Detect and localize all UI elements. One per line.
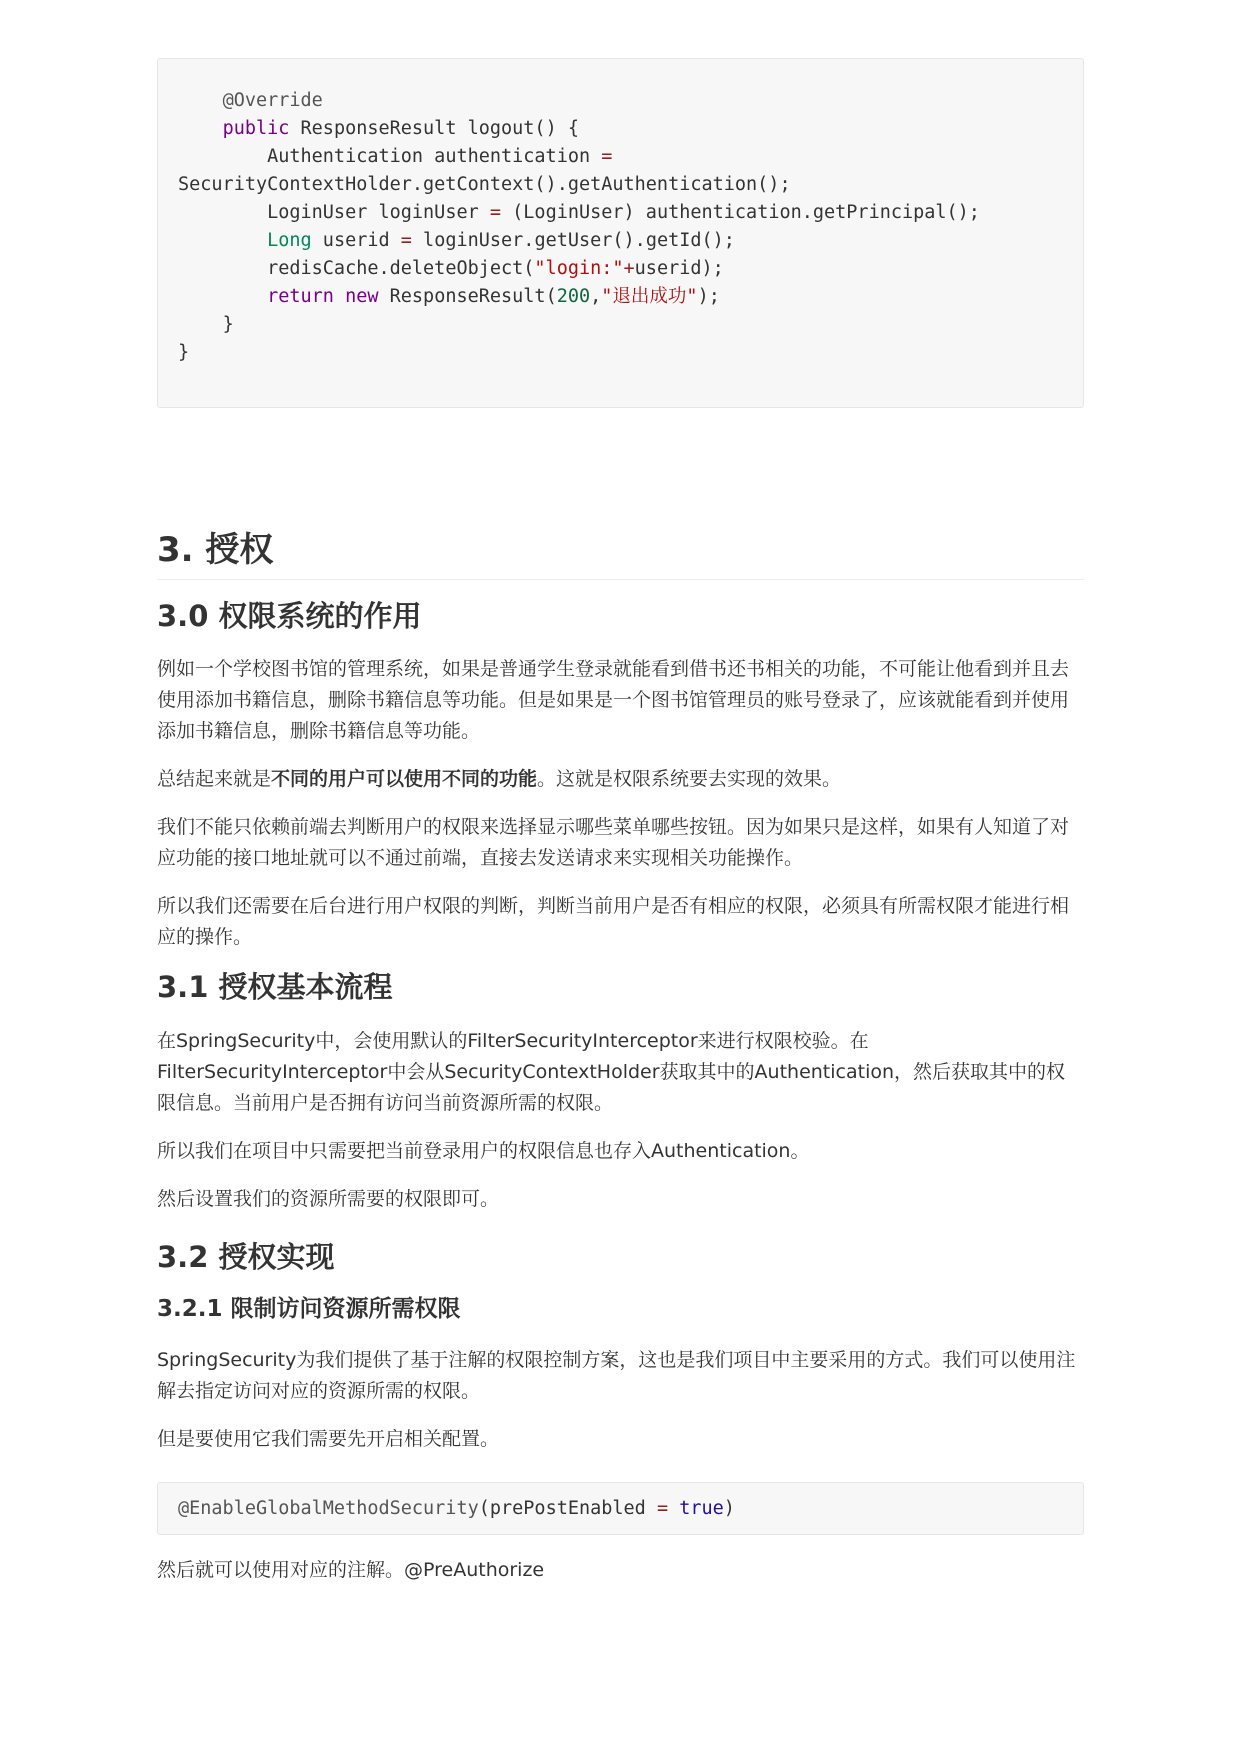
paragraph: 例如一个学校图书馆的管理系统，如果是普通学生登录就能看到借书还书相关的功能，不可能让他看到并且去使用添加书籍信息，删除书籍信息等功能。但是如果是一个图书馆管理员的账号登录了，应该就能看到并使用添加书籍信息，删除书籍信息等功能。 [157, 658, 1070, 742]
code-line [178, 311, 1063, 339]
code-annotation: @EnableGlobalMethodSecurity [178, 1498, 479, 1519]
code-number: 200 [556, 286, 591, 307]
paragraph: 所以我们还需要在后台进行用户权限的判断，判断当前用户是否有相应的权限，必须具有所需权限才能进行相应的操作。 [157, 895, 1070, 948]
code-keyword: public [222, 118, 290, 139]
code-line [178, 255, 1063, 283]
code-operator: = [656, 1498, 669, 1519]
code-line [178, 227, 1063, 255]
code-text: SecurityContextHolder.getContext().getAuthentication(); [178, 174, 791, 195]
code-operator: + [623, 258, 635, 279]
code-annotation: @Override [222, 90, 323, 111]
paragraph-text: 。这就是权限系统要去实现的效果。 [537, 768, 842, 790]
paragraph: 然后就可以使用对应的注解。@PreAuthorize [157, 1559, 545, 1581]
code-type: Long [267, 230, 312, 251]
paragraph: 我们不能只依赖前端去判断用户的权限来选择显示哪些菜单哪些按钮。因为如果只是这样，如果有人知道了对应功能的接口地址就可以不通过前端，直接去发送请求来实现相关功能操作。 [157, 816, 1070, 869]
document-page [157, 58, 1084, 1586]
code-line [178, 339, 1063, 367]
paragraph: 在SpringSecurity中，会使用默认的FilterSecurityInterceptor来进行权限校验。在FilterSecurityInterceptor中会从SecurityContextHolder获取其中的Authentication，然后获取其中的权限信息。当前用户是否拥有访问当前资源所需的权限。 [157, 1030, 1066, 1114]
code-text: LoginUser loginUser [267, 202, 490, 223]
code-string: "退出成功" [601, 286, 698, 307]
subsection-heading-3-1: 3.1 授权基本流程 [157, 970, 393, 1004]
code-line [178, 171, 1063, 199]
code-text: ResponseResult( [378, 286, 557, 307]
code-block-enable-method-security [157, 1482, 1084, 1535]
subsubsection-heading-3-2-1: 3.2.1 限制访问资源所需权限 [157, 1296, 461, 1322]
code-text: (LoginUser) authentication.getPrincipal(); [501, 202, 980, 223]
code-keyword: return [267, 286, 334, 307]
paragraph: SpringSecurity为我们提供了基于注解的权限控制方案，这也是我们项目中主要采用的方式。我们可以使用注解去指定访问对应的资源所需的权限。 [157, 1349, 1076, 1402]
section-heading-3: 3. 授权 [157, 525, 1084, 580]
code-text: userid); [634, 258, 724, 279]
code-text: ( [478, 1498, 490, 1519]
code-operator: = [601, 146, 613, 167]
code-block-logout [157, 58, 1084, 408]
subsection-heading-3-0: 3.0 权限系统的作用 [157, 599, 422, 633]
code-text: , [590, 286, 602, 307]
paragraph-text: 总结起来就是 [157, 768, 272, 790]
code-text: } [222, 314, 234, 335]
code-string: "login:" [534, 258, 624, 279]
code-line [178, 283, 1063, 311]
code-text: ResponseResult logout() { [289, 118, 579, 139]
code-text: } [178, 342, 190, 363]
paragraph: 所以我们在项目中只需要把当前登录用户的权限信息也存入Authentication。 [157, 1140, 810, 1162]
subsection-heading-3-2: 3.2 授权实现 [157, 1240, 335, 1274]
paragraph: 然后设置我们的资源所需要的权限即可。 [157, 1188, 500, 1210]
code-text: loginUser.getUser().getId(); [411, 230, 735, 251]
code-text: ) [723, 1498, 735, 1519]
bold-text: 不同的用户可以使用不同的功能 [271, 768, 538, 790]
code-text: prePostEnabled [489, 1498, 657, 1519]
code-line [178, 199, 1063, 227]
code-text: ); [697, 286, 720, 307]
code-operator: = [400, 230, 412, 251]
code-line [178, 115, 1063, 143]
code-line [178, 87, 1063, 115]
code-line [178, 143, 1063, 171]
code-keyword: new [345, 286, 379, 307]
code-text: redisCache.deleteObject( [267, 258, 535, 279]
code-text: userid [311, 230, 401, 251]
code-atom: true [679, 1498, 724, 1519]
code-text: Authentication authentication [267, 146, 602, 167]
paragraph: 但是要使用它我们需要先开启相关配置。 [157, 1428, 500, 1450]
code-operator: = [489, 202, 502, 223]
code-line [178, 1483, 1063, 1534]
paragraph [157, 764, 1084, 795]
